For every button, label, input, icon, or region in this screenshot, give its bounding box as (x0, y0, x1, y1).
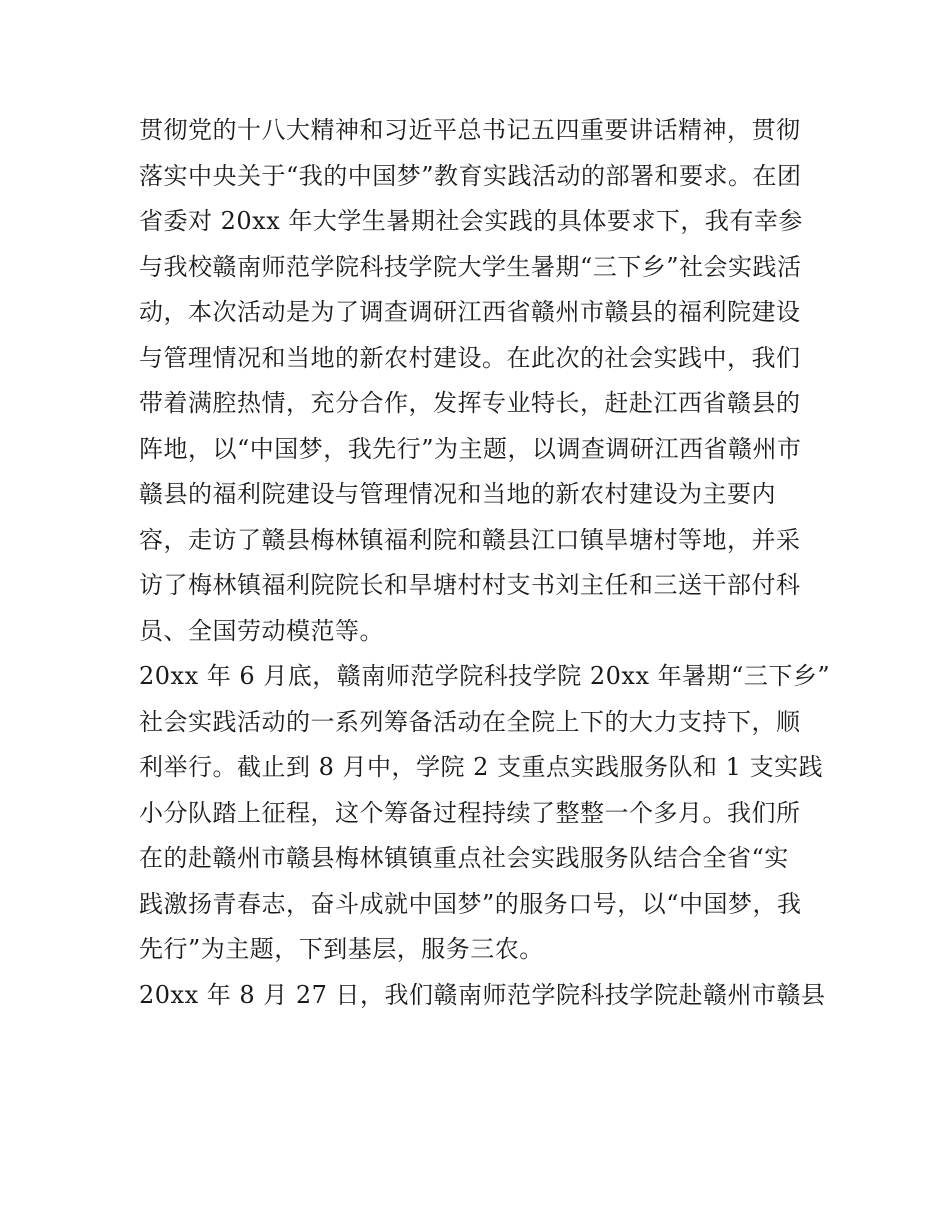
text-line: 容，走访了赣县梅林镇福利院和赣县江口镇旱塘村等地，并采 (139, 525, 801, 554)
text-line: 20xx 年 6 月底，赣南师范学院科技学院 20xx 年暑期“三下乡” (139, 662, 831, 690)
text-line: 动，本次活动是为了调查调研江西省赣州市赣县的福利院建设 (139, 298, 801, 326)
text-line: 在的赴赣州市赣县梅林镇镇重点社会实践服务队结合全省“实 (139, 844, 789, 872)
text-line: 访了梅林镇福利院院长和旱塘村村支书刘主任和三送干部付科 (139, 571, 801, 599)
text-line: 省委对 20xx 年大学生暑期社会实践的具体要求下，我有幸参 (139, 207, 803, 235)
text-line: 与管理情况和当地的新农村建设。在此次的社会实践中，我们 (139, 343, 801, 372)
text-line: 贯彻党的十八大精神和习近平总书记五四重要讲话精神，贯彻 (139, 116, 801, 144)
text-line: 员、全国劳动模范等。 (139, 616, 384, 645)
text-line: 与我校赣南师范学院科技学院大学生暑期“三下乡”社会实践活 (139, 252, 802, 281)
text-line: 社会实践活动的一系列筹备活动在全院上下的大力支持下，顺 (139, 707, 801, 736)
text-line: 赣县的福利院建设与管理情况和当地的新农村建设为主要内 (139, 480, 776, 508)
text-line: 阵地，以“中国梦，我先行”为主题，以调查调研江西省赣州市 (139, 434, 802, 463)
text-line: 带着满腔热情，充分合作，发挥专业特长，赶赴江西省赣县的 (139, 389, 801, 417)
text-line: 20xx 年 8 月 27 日，我们赣南师范学院科技学院赴赣州市赣县 (139, 980, 826, 1009)
text-line: 先行”为主题，下到基层，服务三农。 (139, 935, 544, 963)
body-text (139, 108, 831, 1018)
text-line: 小分队踏上征程，这个筹备过程持续了整整一个多月。我们所 (139, 798, 801, 827)
text-line: 践激扬青春志，奋斗成就中国梦”的服务口号，以“中国梦，我 (139, 889, 802, 918)
text-line: 落实中央关于“我的中国梦”教育实践活动的部署和要求。在团 (139, 161, 802, 190)
text-line: 利举行。截止到 8 月中，学院 2 支重点实践服务队和 1 支实践 (139, 753, 824, 781)
